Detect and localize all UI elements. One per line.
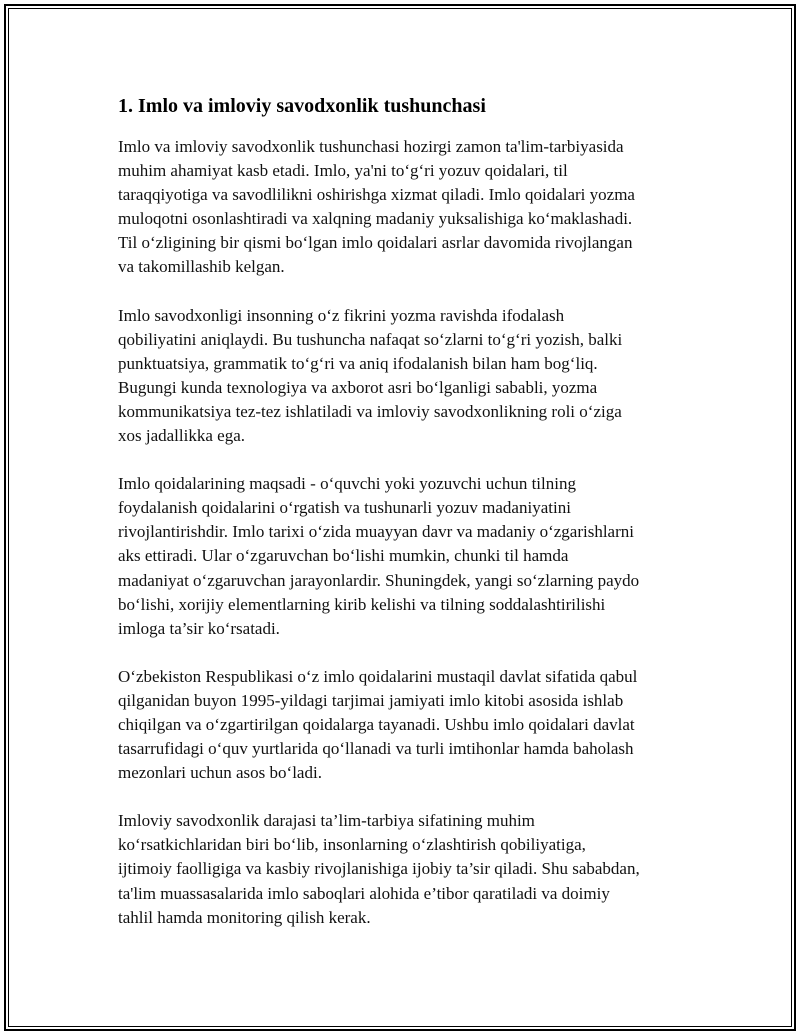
- paragraph-1: Imlo va imloviy savodxonlik tushunchasi hozirgi zamon ta'lim-tarbiyasida muhim ahamiyat kasb etadi. Imlo, ya'ni to‘g‘ri yozuv qoidalari, til taraqqiyotiga va savodlilikni oshirishga xizmat qiladi. Imlo qoidalari yozma muloqotni osonlashtiradi va xalqning madaniy yuksalishiga ko‘maklashadi. Til o‘zligining bir qismi bo‘lgan imlo qoidalari asrlar davomida rivojlangan va takomillashib kelgan.: [118, 137, 635, 277]
- document-body: [118, 93, 693, 954]
- paragraph-5: Imloviy savodxonlik darajasi ta’lim-tarbiya sifatining muhim ko‘rsatkichlaridan biri bo‘lib, insonlarning o‘zlashtirish qobiliyatiga, ijtimoiy faolligiga va kasbiy rivojlanishiga ijobiy ta’sir qiladi. Shu sababdan, ta'lim muassasalarida imlo saboqlari alohida e’tibor qaratiladi va doimiy tahlil hamda monitoring qilish kerak.: [118, 811, 640, 927]
- section-heading: 1. Imlo va imloviy savodxonlik tushunchasi: [118, 95, 486, 117]
- paragraph-2: Imlo savodxonligi insonning o‘z fikrini yozma ravishda ifodalash qobiliyatini aniqlaydi. Bu tushuncha nafaqat so‘zlarni to‘g‘ri yozish, balki punktuatsiya, grammatik to‘g‘ri va aniq ifodalanish bilan ham bog‘liq. Bugungi kunda texnologiya va axborot asri bo‘lganligi sababli, yozma kommunikatsiya tez-tez ishlatiladi va imloviy savodxonlikning roli o‘ziga xos jadallikka ega.: [118, 305, 623, 446]
- paragraph-3: Imlo qoidalarining maqsadi - o‘quvchi yoki yozuvchi uchun tilning foydalanish qoidalarini o‘rgatish va tushunarli yozuv madaniyatini rivojlantirishdir. Imlo tarixi o‘zida muayyan davr va madaniy o‘zgarishlarni aks ettiradi. Ular o‘zgaruvchan bo‘lishi mumkin, chunki til hamda madaniyat o‘zgaruvchan jarayonlardir. Shuningdek, yangi so‘zlarning paydo bo‘lishi, xorijiy elementlarning kirib kelishi va tilning soddalashtirilishi imloga ta’sir ko‘rsatadi.: [118, 474, 640, 638]
- paragraph-4: O‘zbekiston Respublikasi o‘z imlo qoidalarini mustaqil davlat sifatida qabul qilganidan buyon 1995-yildagi tarjimai jamiyati imlo kitobi asosida ishlab chiqilgan va o‘zgartirilgan qoidalarga tayanadi. Ushbu imlo qoidalari davlat tasarrufidagi o‘quv yurtlarida qo‘llanadi va turli imtihonlar hamda baholash mezonlari uchun asos bo‘ladi.: [118, 666, 638, 783]
